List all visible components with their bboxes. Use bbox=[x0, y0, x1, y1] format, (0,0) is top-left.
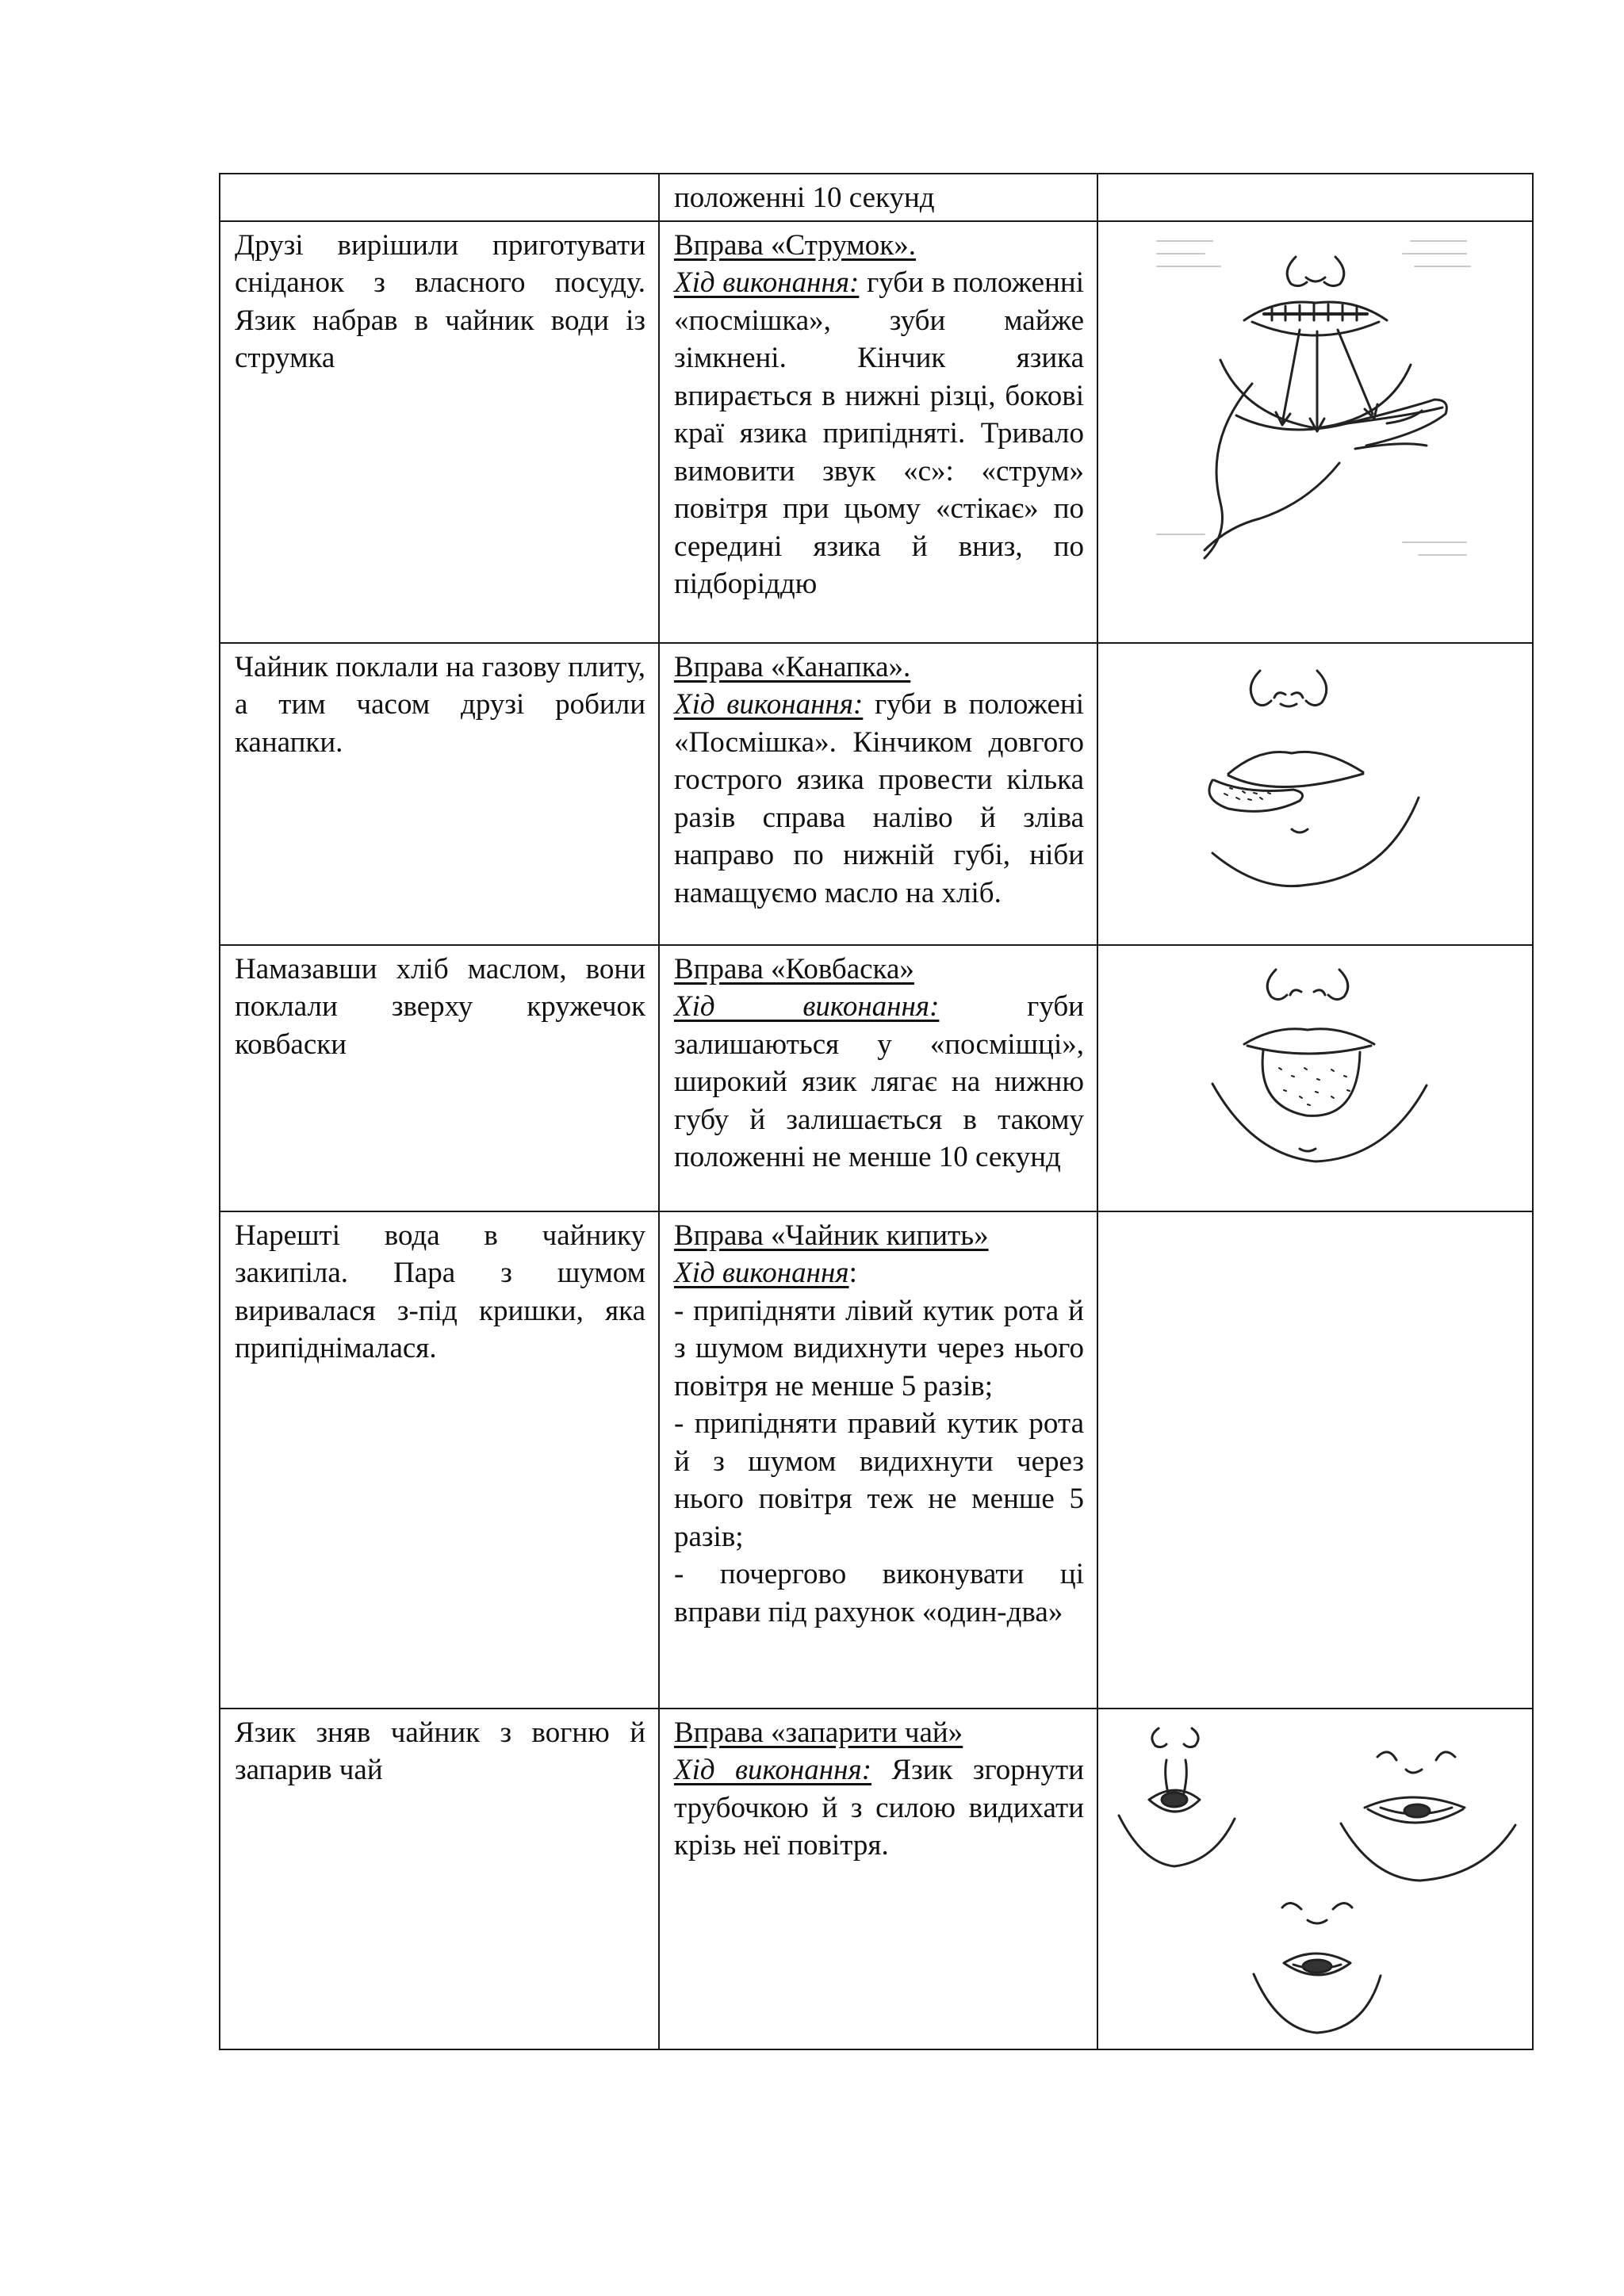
tongue-tube-three-faces-illustration bbox=[1103, 1712, 1531, 2045]
story-cell bbox=[220, 945, 659, 1211]
tongue-licking-lip-illustration bbox=[1181, 647, 1450, 916]
story-text: Чайник поклали на газову плиту, а тим часом друзі робили канапки. bbox=[235, 650, 645, 759]
wide-tongue-on-lip-illustration bbox=[1181, 949, 1450, 1195]
exercise-title: Вправа «Струмок». bbox=[674, 228, 917, 262]
table-row bbox=[220, 643, 1533, 945]
method-step: - припідняти лівий кутик рота й з шумом видихнути через нього повітря не менше 5 разів; bbox=[674, 1294, 1084, 1402]
table-row bbox=[220, 221, 1533, 643]
exercise-table bbox=[219, 173, 1534, 2050]
story-cell bbox=[220, 643, 659, 945]
image-cell bbox=[1097, 643, 1533, 945]
method-text: положенні 10 секунд bbox=[674, 182, 935, 214]
image-cell bbox=[1097, 945, 1533, 1211]
story-cell bbox=[220, 1211, 659, 1709]
story-cell bbox=[220, 221, 659, 643]
method-label: Хід виконання: bbox=[674, 688, 864, 721]
story-text: Намазавши хліб маслом, вони поклали зверху кружечок ковбаски bbox=[235, 952, 645, 1061]
story-cell bbox=[220, 1709, 659, 2049]
table-row bbox=[220, 1709, 1533, 2049]
image-cell bbox=[1097, 221, 1533, 643]
method-label-colon: : bbox=[848, 1257, 857, 1289]
story-cell bbox=[220, 174, 659, 221]
method-step: - почергово виконувати ці вправи під рахунок «один-два» bbox=[674, 1558, 1084, 1628]
exercise-title: Вправа «запарити чай» bbox=[674, 1716, 963, 1749]
tongue-stream-illustration bbox=[1149, 225, 1482, 566]
table-row bbox=[220, 174, 1533, 221]
story-text: Язик зняв чайник з вогню й запарив чай bbox=[235, 1716, 645, 1786]
method-label: Хід виконання: bbox=[674, 990, 940, 1023]
story-text: Нарешті вода в чайнику закипіла. Пара з шумом виривалася з-під кришки, яка припіднімалася. bbox=[235, 1219, 645, 1364]
exercise-cell bbox=[659, 174, 1097, 221]
table-row bbox=[220, 945, 1533, 1211]
image-cell bbox=[1097, 174, 1533, 221]
exercise-title: Вправа «Ковбаска» bbox=[674, 952, 914, 985]
exercise-cell bbox=[659, 1211, 1097, 1709]
method-label: Хід виконання bbox=[674, 1257, 849, 1289]
method-step: - припідняти правий кутик рота й з шумом видихнути через нього повітря теж не менше 5 разів; bbox=[674, 1407, 1084, 1553]
story-text: Друзі вирішили приготувати сніданок з власного посуду. Язик набрав в чайник води із струмка bbox=[235, 228, 645, 374]
exercise-cell bbox=[659, 221, 1097, 643]
table-row bbox=[220, 1211, 1533, 1709]
method-text: губи в положенні «посмішка», зуби майже зімкнені. Кінчик язика впирається в нижні різці, бокові краї язика припідняті. Тривало вимовити звук «с»: «струм» повітря при цьому «стікає» по середині язика й вниз, по підборіддю bbox=[674, 266, 1084, 600]
method-text: губи в положені «Посмішка». Кінчиком довгого гострого язика провести кілька разів справа наліво й зліва направо по нижній губі, ніби намащуємо масло на хліб. bbox=[674, 688, 1084, 909]
image-cell bbox=[1097, 1211, 1533, 1709]
exercise-cell bbox=[659, 643, 1097, 945]
exercise-title: Вправа «Канапка». bbox=[674, 650, 911, 683]
exercise-title: Вправа «Чайник кипить» bbox=[674, 1219, 989, 1252]
method-label: Хід виконання: bbox=[674, 266, 860, 299]
method-text: Язик згорнути трубочкою й з силою видихати крізь неї повітря. bbox=[674, 1754, 1084, 1862]
image-cell bbox=[1097, 1709, 1533, 2049]
method-label: Хід виконання: bbox=[674, 1754, 872, 1786]
method-text: губи залишаються у «посмішці», широкий язик лягає на нижню губу й залишається в такому положенні не менше 10 секунд bbox=[674, 990, 1084, 1173]
exercise-cell bbox=[659, 945, 1097, 1211]
exercise-cell bbox=[659, 1709, 1097, 2049]
